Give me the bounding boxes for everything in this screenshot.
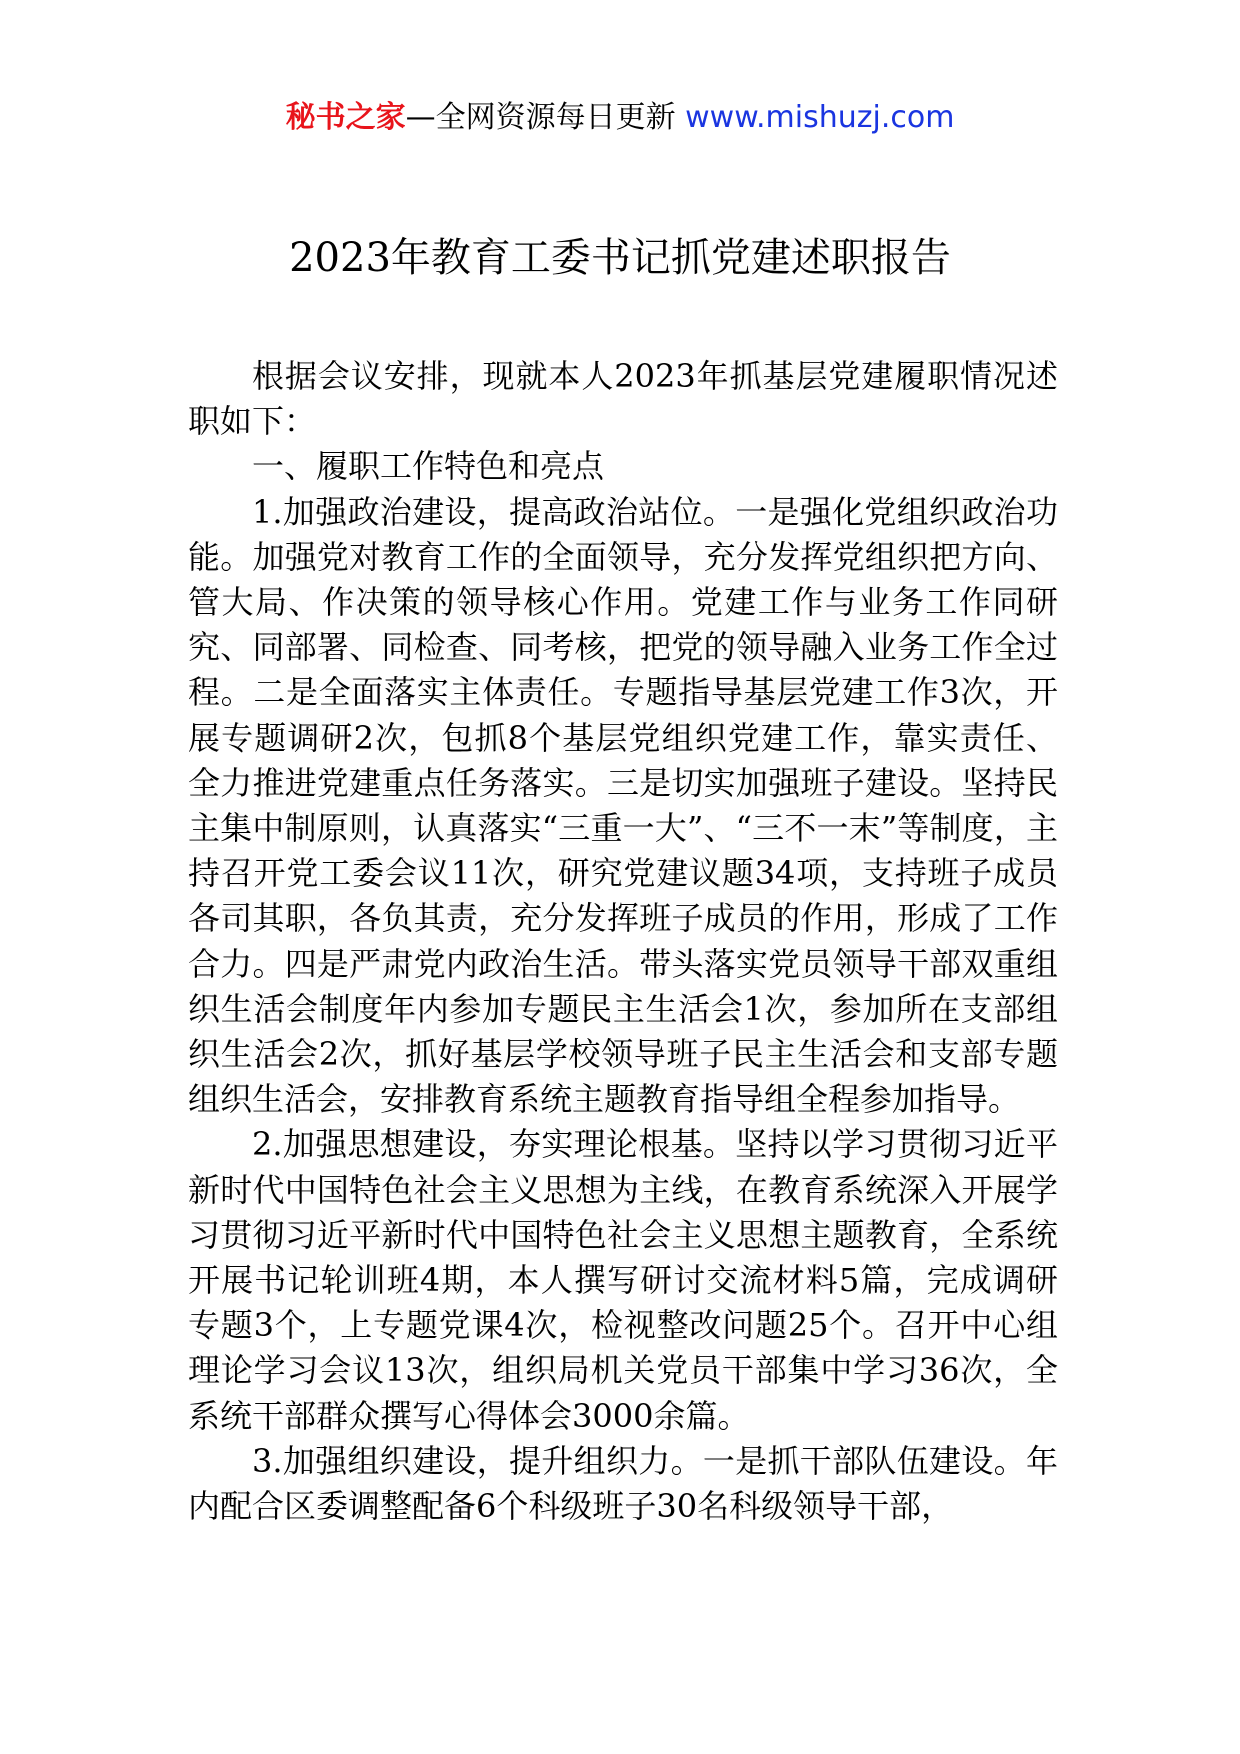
brand-name: 秘书之家 — [285, 100, 406, 135]
intro-paragraph: 根据会议安排，现就本人2023年抓基层党建履职情况述职如下： — [188, 357, 1058, 441]
document-body — [188, 354, 1058, 1529]
site-url-link[interactable]: www.mishuzj.com — [685, 100, 955, 135]
section-heading: 一、履职工作特色和亮点 — [252, 447, 605, 486]
body-paragraph: 2.加强思想建设，夯实理论根基。坚持以学习贯彻习近平新时代中国特色社会主义思想为主线，在教育系统深入开展学习贯彻习近平新时代中国特色社会主义思想主题教育，全系统开展书记轮训班4期，本人撰写研讨交流材料5篇，完成调研专题3个，上专题党课4次，检视整改问题25个。召开中心组理论学习会议13次，组织局机关党员干部集中学习36次，全系统干部群众撰写心得体会3000余篇。 — [188, 1125, 1058, 1435]
body-paragraph: 1.加强政治建设，提高政治站位。一是强化党组织政治功能。加强党对教育工作的全面领导，充分发挥党组织把方向、管大局、作决策的领导核心作用。党建工作与业务工作同研究、同部署、同检查、同考核，把党的领导融入业务工作全过程。二是全面落实主体责任。专题指导基层党建工作3次，开展专题调研2次，包抓8个基层党组织党建工作，靠实责任、全力推进党建重点任务落实。三是切实加强班子建设。坚持民主集中制原则，认真落实“三重一大”、“三不一末”等制度，主持召开党工委会议11次，研究党建议题34项，支持班子成员各司其职，各负其责，充分发挥班子成员的作用，形成了工作合力。四是严肃党内政治生活。带头落实党员领导干部双重组织生活会制度年内参加专题民主生活会1次，参加所在支部组织生活会2次，抓好基层学校领导班子民主生活会和支部专题组织生活会，安排教育系统主题教育指导组全程参加指导。 — [188, 492, 1058, 1119]
body-paragraph: 3.加强组织建设，提升组织力。一是抓干部队伍建设。年内配合区委调整配备6个科级班子30名科级领导干部， — [188, 1441, 1058, 1526]
brand-slogan: —全网资源每日更新 — [405, 100, 686, 135]
document-title: 2023年教育工委书记抓党建述职报告 — [289, 235, 951, 281]
site-watermark-header — [0, 98, 1240, 138]
